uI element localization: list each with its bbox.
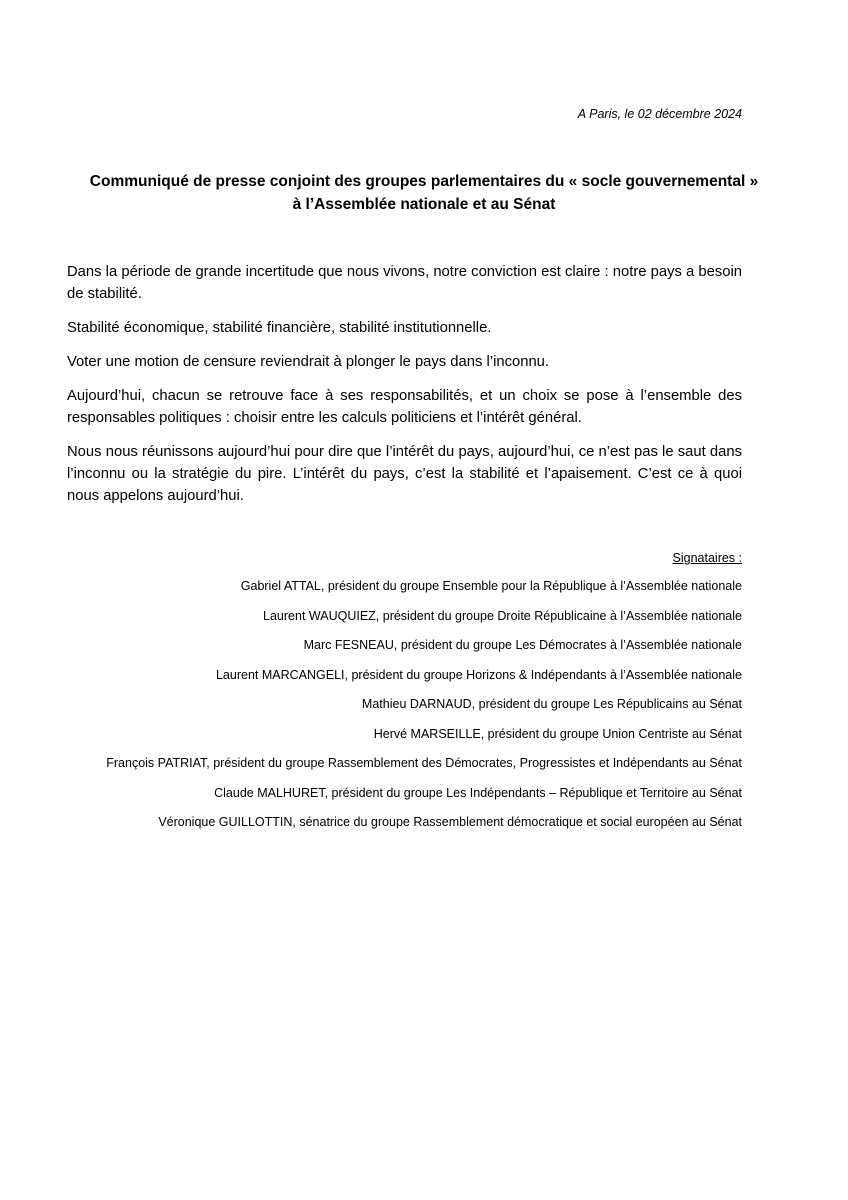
paragraph: Stabilité économique, stabilité financière, stabilité institutionnelle.	[67, 320, 492, 336]
signatories-heading: Signataires :	[672, 551, 742, 565]
signatory: Hervé MARSEILLE, président du groupe Union Centriste au Sénat	[373, 726, 742, 741]
signatory: Laurent MARCANGELI, président du groupe Horizons & Indépendants à l’Assemblée nationale	[215, 667, 742, 682]
signatory: Véronique GUILLOTTIN, sénatrice du groupe Rassemblement démocratique et social européen au Sénat	[158, 815, 742, 829]
paragraph: Nous nous réunissons aujourd’hui pour dire que l’intérêt du pays, aujourd’hui, ce n’est pas le saut dans l’inconnu ou la stratégie du pire. L’intérêt du pays, c’est la stabilité et l’apaisement. C’est ce à quoi nous appelons aujourd’hui.	[67, 444, 742, 504]
title-line-2: à l’Assemblée nationale et au Sénat	[292, 196, 556, 213]
body-text	[67, 261, 742, 519]
signatory: Laurent WAUQUIEZ, président du groupe Droite Républicaine à l’Assemblée nationale	[263, 608, 742, 623]
signatory: François PATRIAT, président du groupe Rassemblement des Démocrates, Progressistes et Indépendants au Sénat	[106, 756, 742, 770]
press-release-title	[60, 170, 788, 216]
title-line-1: Communiqué de presse conjoint des groupes parlementaires du « socle gouvernemental »	[89, 173, 759, 190]
paragraph: Aujourd’hui, chacun se retrouve face à ses responsabilités, et un choix se pose à l’ensemble des responsables politiques : choisir entre les calculs politiciens et l’intérêt général.	[67, 388, 742, 426]
paragraph: Voter une motion de censure reviendrait à plonger le pays dans l’inconnu.	[67, 354, 550, 370]
signatory: Mathieu DARNAUD, président du groupe Les Républicains au Sénat	[361, 697, 742, 711]
signatories-list	[42, 577, 742, 843]
date-line: A Paris, le 02 décembre 2024	[577, 107, 742, 121]
signatory: Marc FESNEAU, président du groupe Les Démocrates à l’Assemblée nationale	[303, 638, 742, 652]
signatory: Claude MALHURET, président du groupe Les Indépendants – République et Territoire au Sénat	[214, 785, 742, 800]
paragraph: Dans la période de grande incertitude que nous vivons, notre conviction est claire : notre pays a besoin de stabilité.	[67, 264, 742, 302]
signatory: Gabriel ATTAL, président du groupe Ensemble pour la République à l’Assemblée nationale	[240, 579, 742, 593]
